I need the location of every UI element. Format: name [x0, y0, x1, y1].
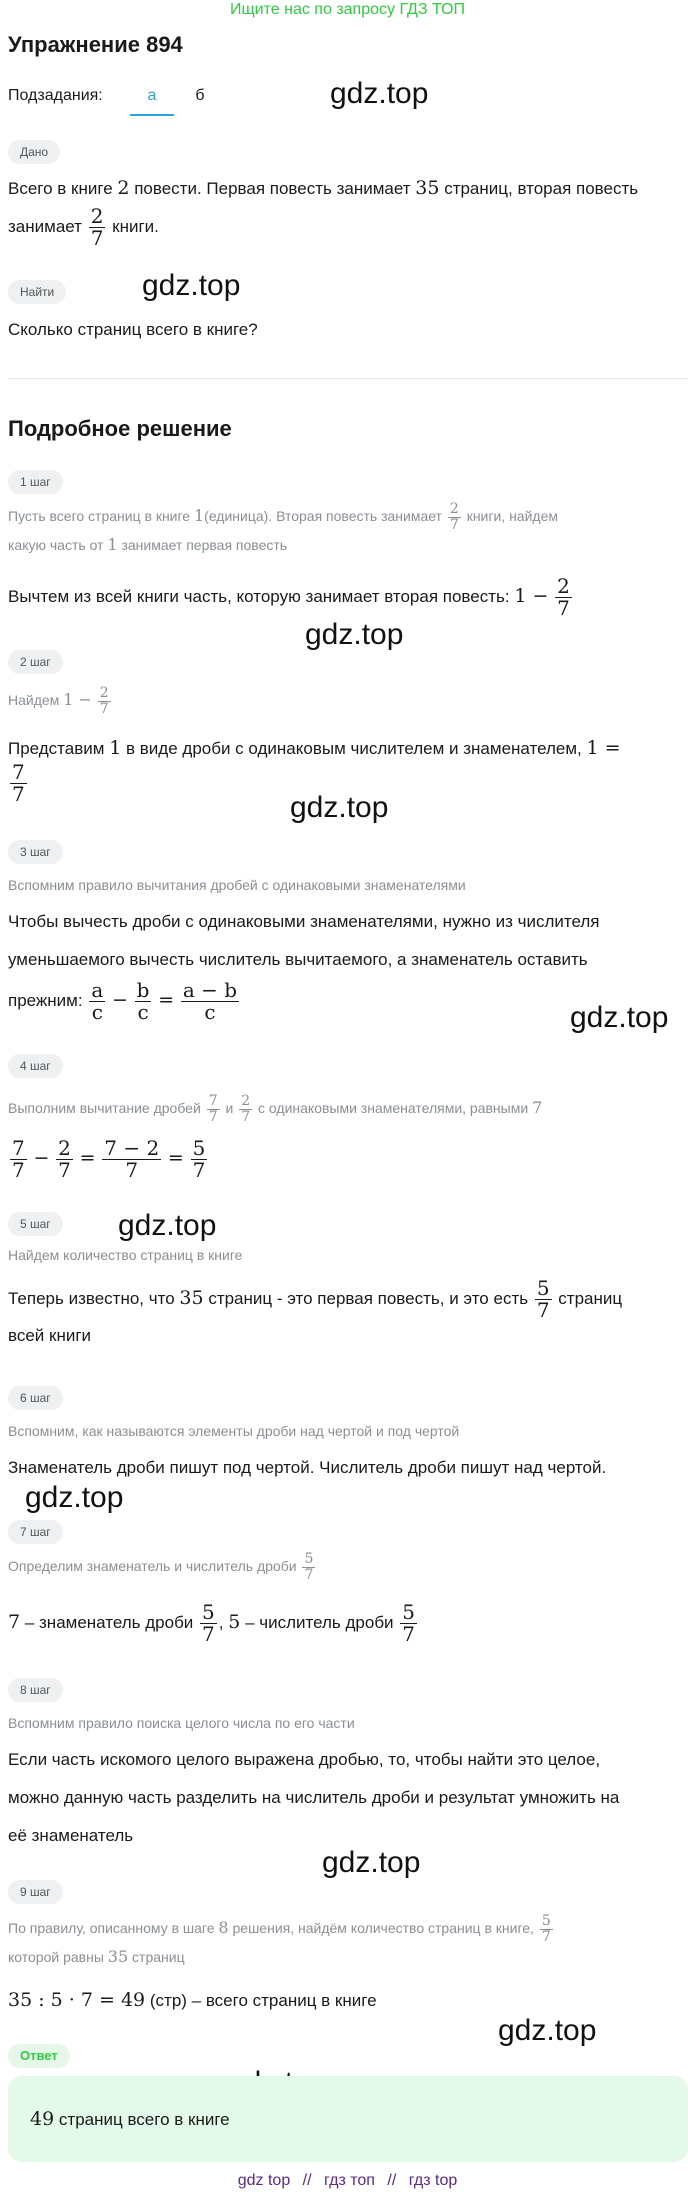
step-hint: По правилу, описанному в шаге 8 решения, найдём количество страниц в книге, $\frac{5}{7}$ которой равны 35 страниц: [8, 1913, 551, 1967]
given-badge: Дано: [8, 140, 60, 164]
step-text: 7 – знаменатель дроби $\frac{5}{7}$ , 5 – числитель дроби $\frac{5}{7}$: [8, 1600, 416, 1646]
step-text-line: её знаменатель: [8, 1826, 134, 1845]
footer-separator: //: [387, 2172, 397, 2189]
watermark: gdz.top: [330, 77, 429, 110]
step-text-line: всей книги: [8, 1326, 92, 1345]
step-text-line: Чтобы вычесть дроби с одинаковыми знаменателями, нужно из числителя: [8, 912, 600, 931]
step-hint: Определим знаменатель и числитель дроби $\frac{5}{7}$: [8, 1551, 314, 1583]
step-hint: Пусть всего страниц в книге 1(единица). Вторая повесть занимает $\frac{2}{7}$ книги, найдем какую часть от 1 занимает первая повесть: [8, 501, 558, 555]
watermark: gdz.top: [570, 1001, 669, 1034]
given-line-1: Всего в книге 2 повести. Первая повесть занимает 35 страниц, вторая повесть: [8, 177, 639, 199]
step-text-line: Теперь известно, что 35 страниц - это первая повесть, и это есть $\frac{5}{7}$ страниц: [8, 1276, 623, 1322]
step-text: 35 : 5 · 7 = 49 (стр) – всего страниц в книге: [8, 1989, 377, 2011]
step-text: Вычтем из всей книги часть, которую занимает вторая повесть: 1 − $\frac{2}{7}$: [8, 574, 570, 620]
find-text: Сколько страниц всего в книге?: [8, 320, 258, 339]
step-text-line: Если часть искомого целого выражена дробью, то, чтобы найти это целое,: [8, 1750, 601, 1769]
fraction: $\frac{2}{7}$: [90, 204, 104, 250]
fraction: $\frac{7}{7}$: [12, 760, 25, 806]
step-text-line: уменьшаемого вычесть числитель вычитаемого, а знаменатель оставить: [8, 950, 588, 969]
step-badge: 7 шаг: [8, 1520, 63, 1544]
step-hint: Вспомним правило поиска целого числа по его части: [8, 1715, 355, 1731]
watermark: gdz.top: [290, 791, 389, 824]
footer-link[interactable]: гдз top: [408, 2172, 458, 2189]
answer-badge: Ответ: [8, 2044, 70, 2068]
step-badge: 3 шаг: [8, 840, 63, 864]
step-badge: 9 шаг: [8, 1880, 63, 1904]
divider: [8, 378, 688, 379]
watermark: gdz.top: [322, 1846, 421, 1879]
step-hint: Найдем 1 − $\frac{2}{7}$: [8, 685, 109, 717]
step-text: Знаменатель дроби пишут под чертой. Числитель дроби пишут над чертой.: [8, 1458, 607, 1477]
step-expression: $\frac{7}{7}$ − $\frac{2}{7}$ = $\frac{7 - 2}{7}$ = $\frac{5}{7}$: [12, 1136, 206, 1182]
tab-subtask-b[interactable]: б: [195, 87, 205, 104]
step-hint: Вспомним правило вычитания дробей с одинаковыми знаменателями: [8, 877, 466, 893]
step-badge: 5 шаг: [8, 1212, 63, 1236]
step-badge: 4 шаг: [8, 1054, 63, 1078]
footer-link[interactable]: гдз топ: [324, 2172, 375, 2189]
search-hint-banner: Ищите нас по запросу ГДЗ ТОП: [230, 1, 465, 18]
step-text-line: можно данную часть разделить на числитель дроби и результат умножить на: [8, 1788, 620, 1807]
footer-link[interactable]: gdz top: [237, 2172, 291, 2189]
tab-subtask-a[interactable]: а: [130, 76, 174, 116]
subtasks-label: Подзадания:: [8, 87, 103, 104]
step-hint: Выполним вычитание дробей $\frac{7}{7}$ и $\frac{2}{7}$ с одинаковыми знаменателями, равными 7: [8, 1093, 543, 1125]
step-hint: Вспомним, как называются элементы дроби над чертой и под чертой: [8, 1423, 460, 1439]
page-title: Упражнение 894: [8, 32, 183, 57]
step-badge: 1 шаг: [8, 470, 63, 494]
solution-title: Подробное решение: [8, 416, 232, 441]
step-hint: Найдем количество страниц в книге: [8, 1247, 243, 1263]
footer-links: [0, 2170, 695, 2192]
given-line-2: занимает $\frac{2}{7}$ книги.: [8, 204, 159, 250]
step-text-line: прежним: $\frac{a}{c}$ − $\frac{b}{c}$ = $\frac{a - b}{c}$: [8, 978, 238, 1024]
watermark: gdz.top: [305, 618, 404, 651]
step-badge: 8 шаг: [8, 1678, 63, 1702]
step-text: Представим 1 в виде дроби с одинаковым числителем и знаменателем, 1 =: [8, 737, 621, 759]
answer-text: 49 страниц всего в книге: [30, 2108, 230, 2130]
step-badge: 2 шаг: [8, 650, 63, 674]
find-badge: Найти: [8, 280, 66, 304]
step-badge: 6 шаг: [8, 1386, 63, 1410]
watermark: gdz.top: [142, 269, 241, 302]
watermark: gdz.top: [118, 1209, 217, 1242]
watermark: gdz.top: [25, 1481, 124, 1514]
watermark: gdz.top: [498, 2014, 597, 2047]
footer-separator: //: [302, 2172, 312, 2189]
